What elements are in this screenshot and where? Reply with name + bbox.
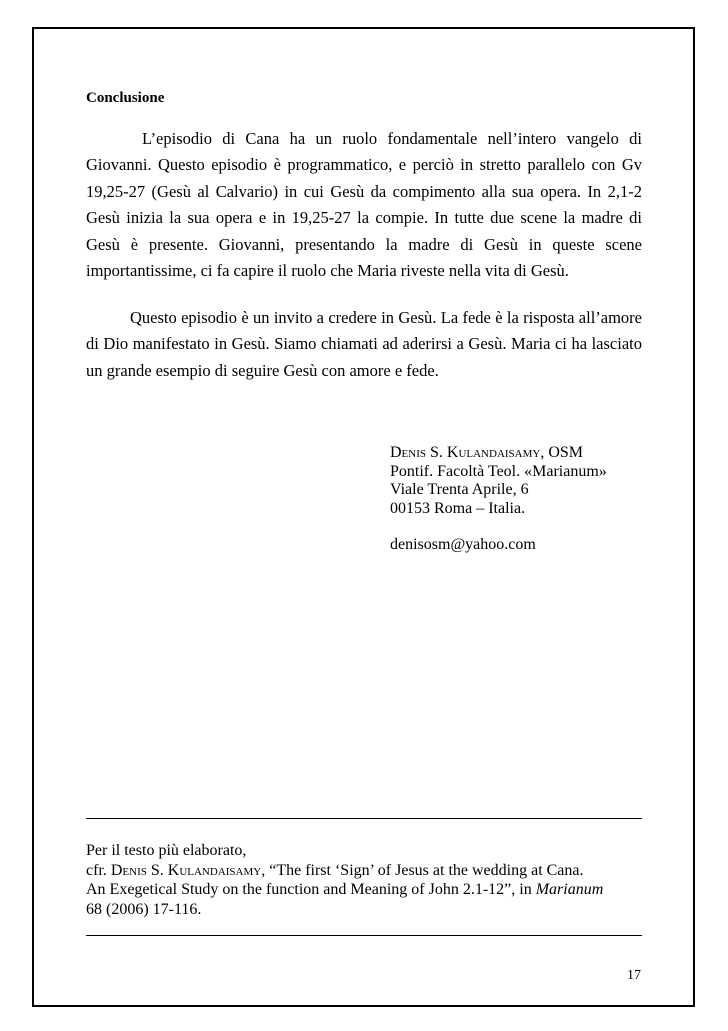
footnote-line-3: [86, 880, 646, 900]
section-heading: Conclusione: [86, 90, 165, 106]
page-number: 17: [627, 968, 641, 983]
author-email: denisosm@yahoo.com: [390, 536, 536, 553]
paragraph-2: Questo episodio è un invito a credere in Gesù. La fede è la risposta all’amore di Dio manifestato in Gesù. Siamo chiamati ad aderirsi a Gesù. Maria ci ha lasciato un grande esempio di seguire Gesù con amore e fede.: [86, 308, 642, 380]
footnote-author: Denis S. Kulandaisamy: [110, 861, 262, 879]
author-name: Denis S. Kulandaisamy: [390, 444, 541, 461]
institution: Pontif. Facoltà Teol. «Marianum»: [390, 462, 607, 480]
signature-name-line: [390, 444, 607, 463]
footnote-title-end: An Exegetical Study on the function and Meaning of John 2.1-12”, in: [86, 881, 536, 898]
footnote-top-rule: [86, 818, 642, 819]
footnote-line-1: Per il testo più elaborato,: [86, 842, 247, 859]
footnote-title-start: , “The first ‘Sign’ of Jesus at the wedding at Cana.: [261, 861, 584, 879]
footnote-cfr: cfr.: [86, 861, 111, 879]
footnote-journal: Marianum: [535, 881, 604, 898]
footnote-line-4: 68 (2006) 17-116.: [86, 900, 202, 918]
footnote-bottom-rule: [86, 935, 642, 936]
city-address: 00153 Roma – Italia.: [390, 499, 526, 517]
author-suffix: , OSM: [540, 444, 584, 461]
paragraph-1: L’episodio di Cana ha un ruolo fondamentale nell’intero vangelo di Giovanni. Questo episodio è programmatico, e perciò in stretto parallelo con Gv 19,25-27 (Gesù al Calvario) in cui Gesù da compimento alla sua opera. In 2,1-2 Gesù inizia la sua opera e in 19,25-27 la compie. In tutte due scene la madre di Gesù è presente. Giovanni, presentando la madre di Gesù in queste scene importantissime, ci fa capire il ruolo che Maria riveste nella vita di Gesù.: [86, 129, 642, 281]
footnote: [86, 841, 646, 919]
author-signature: [390, 444, 607, 555]
footnote-line-2: [86, 861, 646, 881]
street-address: Viale Trenta Aprile, 6: [390, 481, 529, 498]
